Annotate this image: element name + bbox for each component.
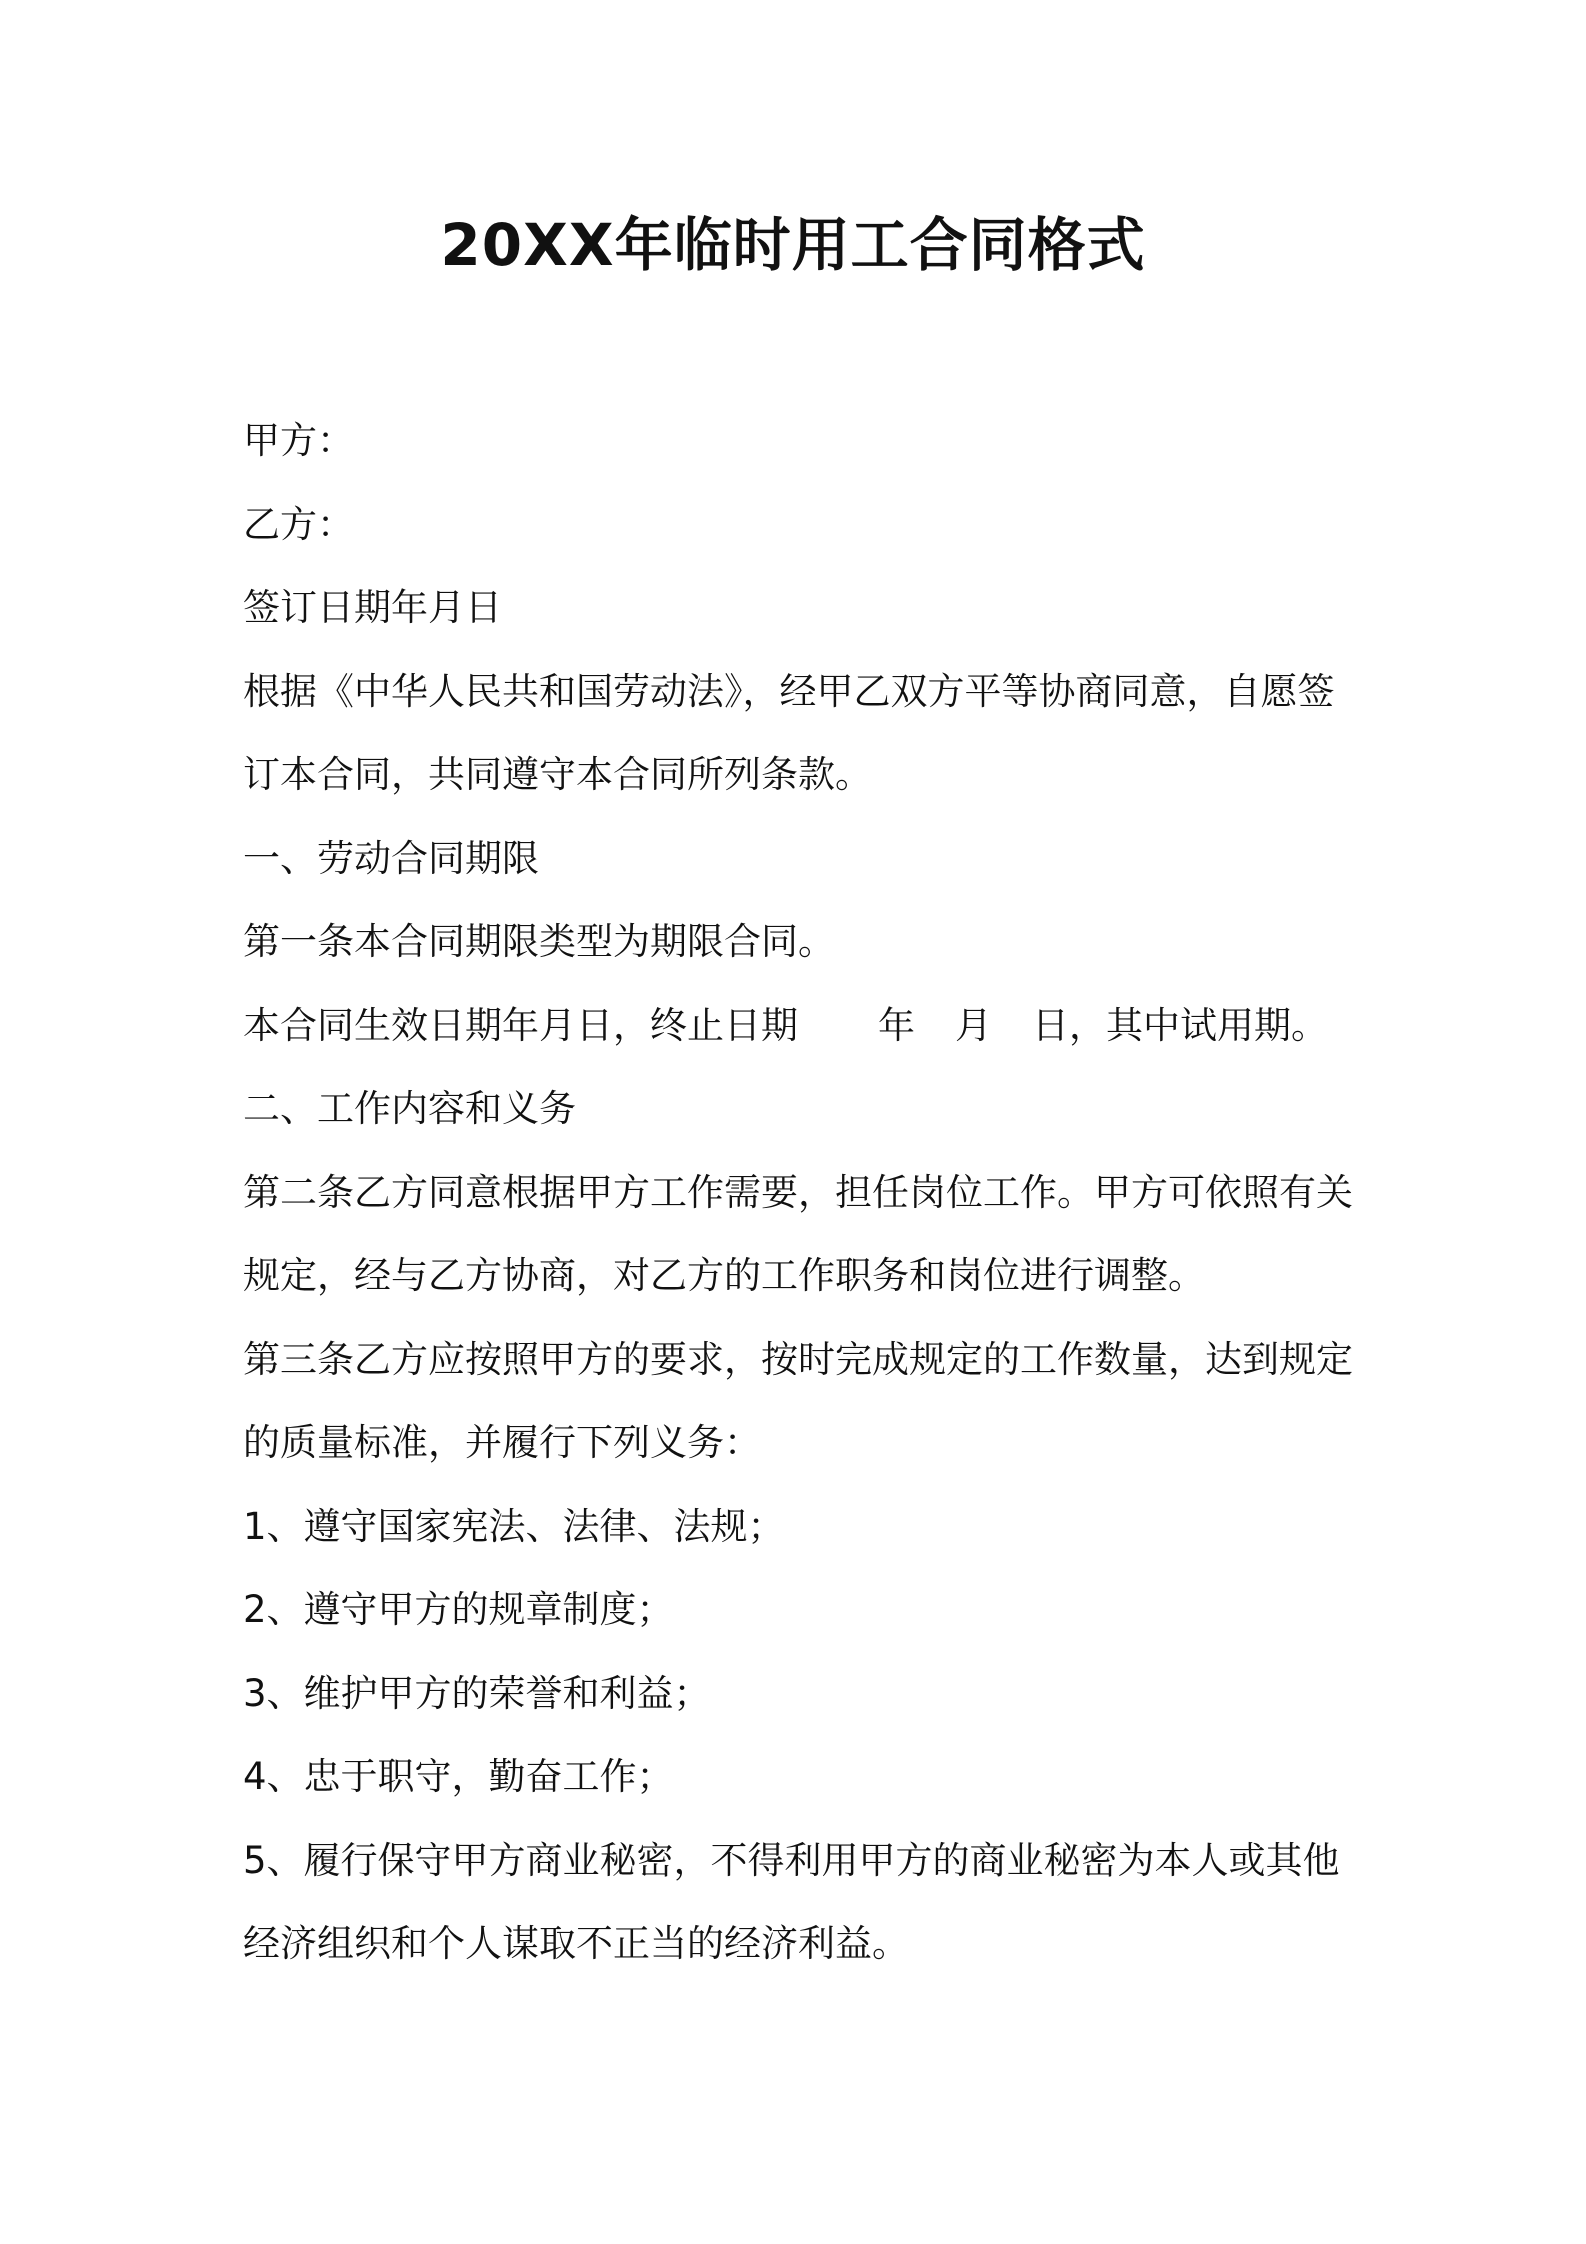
term-prefix: 本合同生效日期年月日，终止日期	[243, 1003, 798, 1047]
article-1: 第一条本合同期限类型为期限合同。	[243, 920, 835, 963]
duty-item: 3、维护甲方的荣誉和利益；	[243, 1671, 711, 1715]
duty-5-continuation: 经济组织和个人谋取不正当的经济利益。	[243, 1922, 909, 1965]
article-3-line-2: 的质量标准，并履行下列义务：	[243, 1421, 761, 1464]
party-b-line: 乙方：	[243, 502, 354, 546]
document-title: 20XX年临时用工合同格式	[440, 211, 1146, 279]
signing-date-line: 签订日期年月日	[243, 586, 502, 629]
article-3-line-1: 第三条乙方应按照甲方的要求，按时完成规定的工作数量，达到规定	[243, 1337, 1353, 1381]
term-year: 年	[878, 1003, 915, 1047]
duty-item: 5、履行保守甲方商业秘密，不得利用甲方的商业秘密为本人或其他	[243, 1838, 1340, 1882]
duty-item: 2、遵守甲方的规章制度；	[243, 1588, 674, 1631]
party-a-line: 甲方：	[243, 419, 354, 462]
preamble-line-1: 根据《中华人民共和国劳动法》，经甲乙双方平等协商同意，自愿签	[243, 669, 1335, 713]
contract-term-line	[243, 984, 1363, 1068]
section-2-heading: 二、工作内容和义务	[243, 1087, 576, 1130]
term-month: 月	[955, 1003, 992, 1047]
term-suffix: 日，其中试用期。	[1032, 1003, 1328, 1047]
duty-item: 1、遵守国家宪法、法律、法规；	[243, 1504, 785, 1548]
duty-item: 4、忠于职守，勤奋工作；	[243, 1755, 674, 1798]
section-1-heading: 一、劳动合同期限	[243, 836, 539, 880]
article-2-line-1: 第二条乙方同意根据甲方工作需要，担任岗位工作。甲方可依照有关	[243, 1170, 1353, 1214]
article-2-line-2: 规定，经与乙方协商，对乙方的工作职务和岗位进行调整。	[243, 1254, 1205, 1297]
document-body	[243, 399, 1363, 1986]
preamble-line-2: 订本合同，共同遵守本合同所列条款。	[243, 753, 872, 796]
